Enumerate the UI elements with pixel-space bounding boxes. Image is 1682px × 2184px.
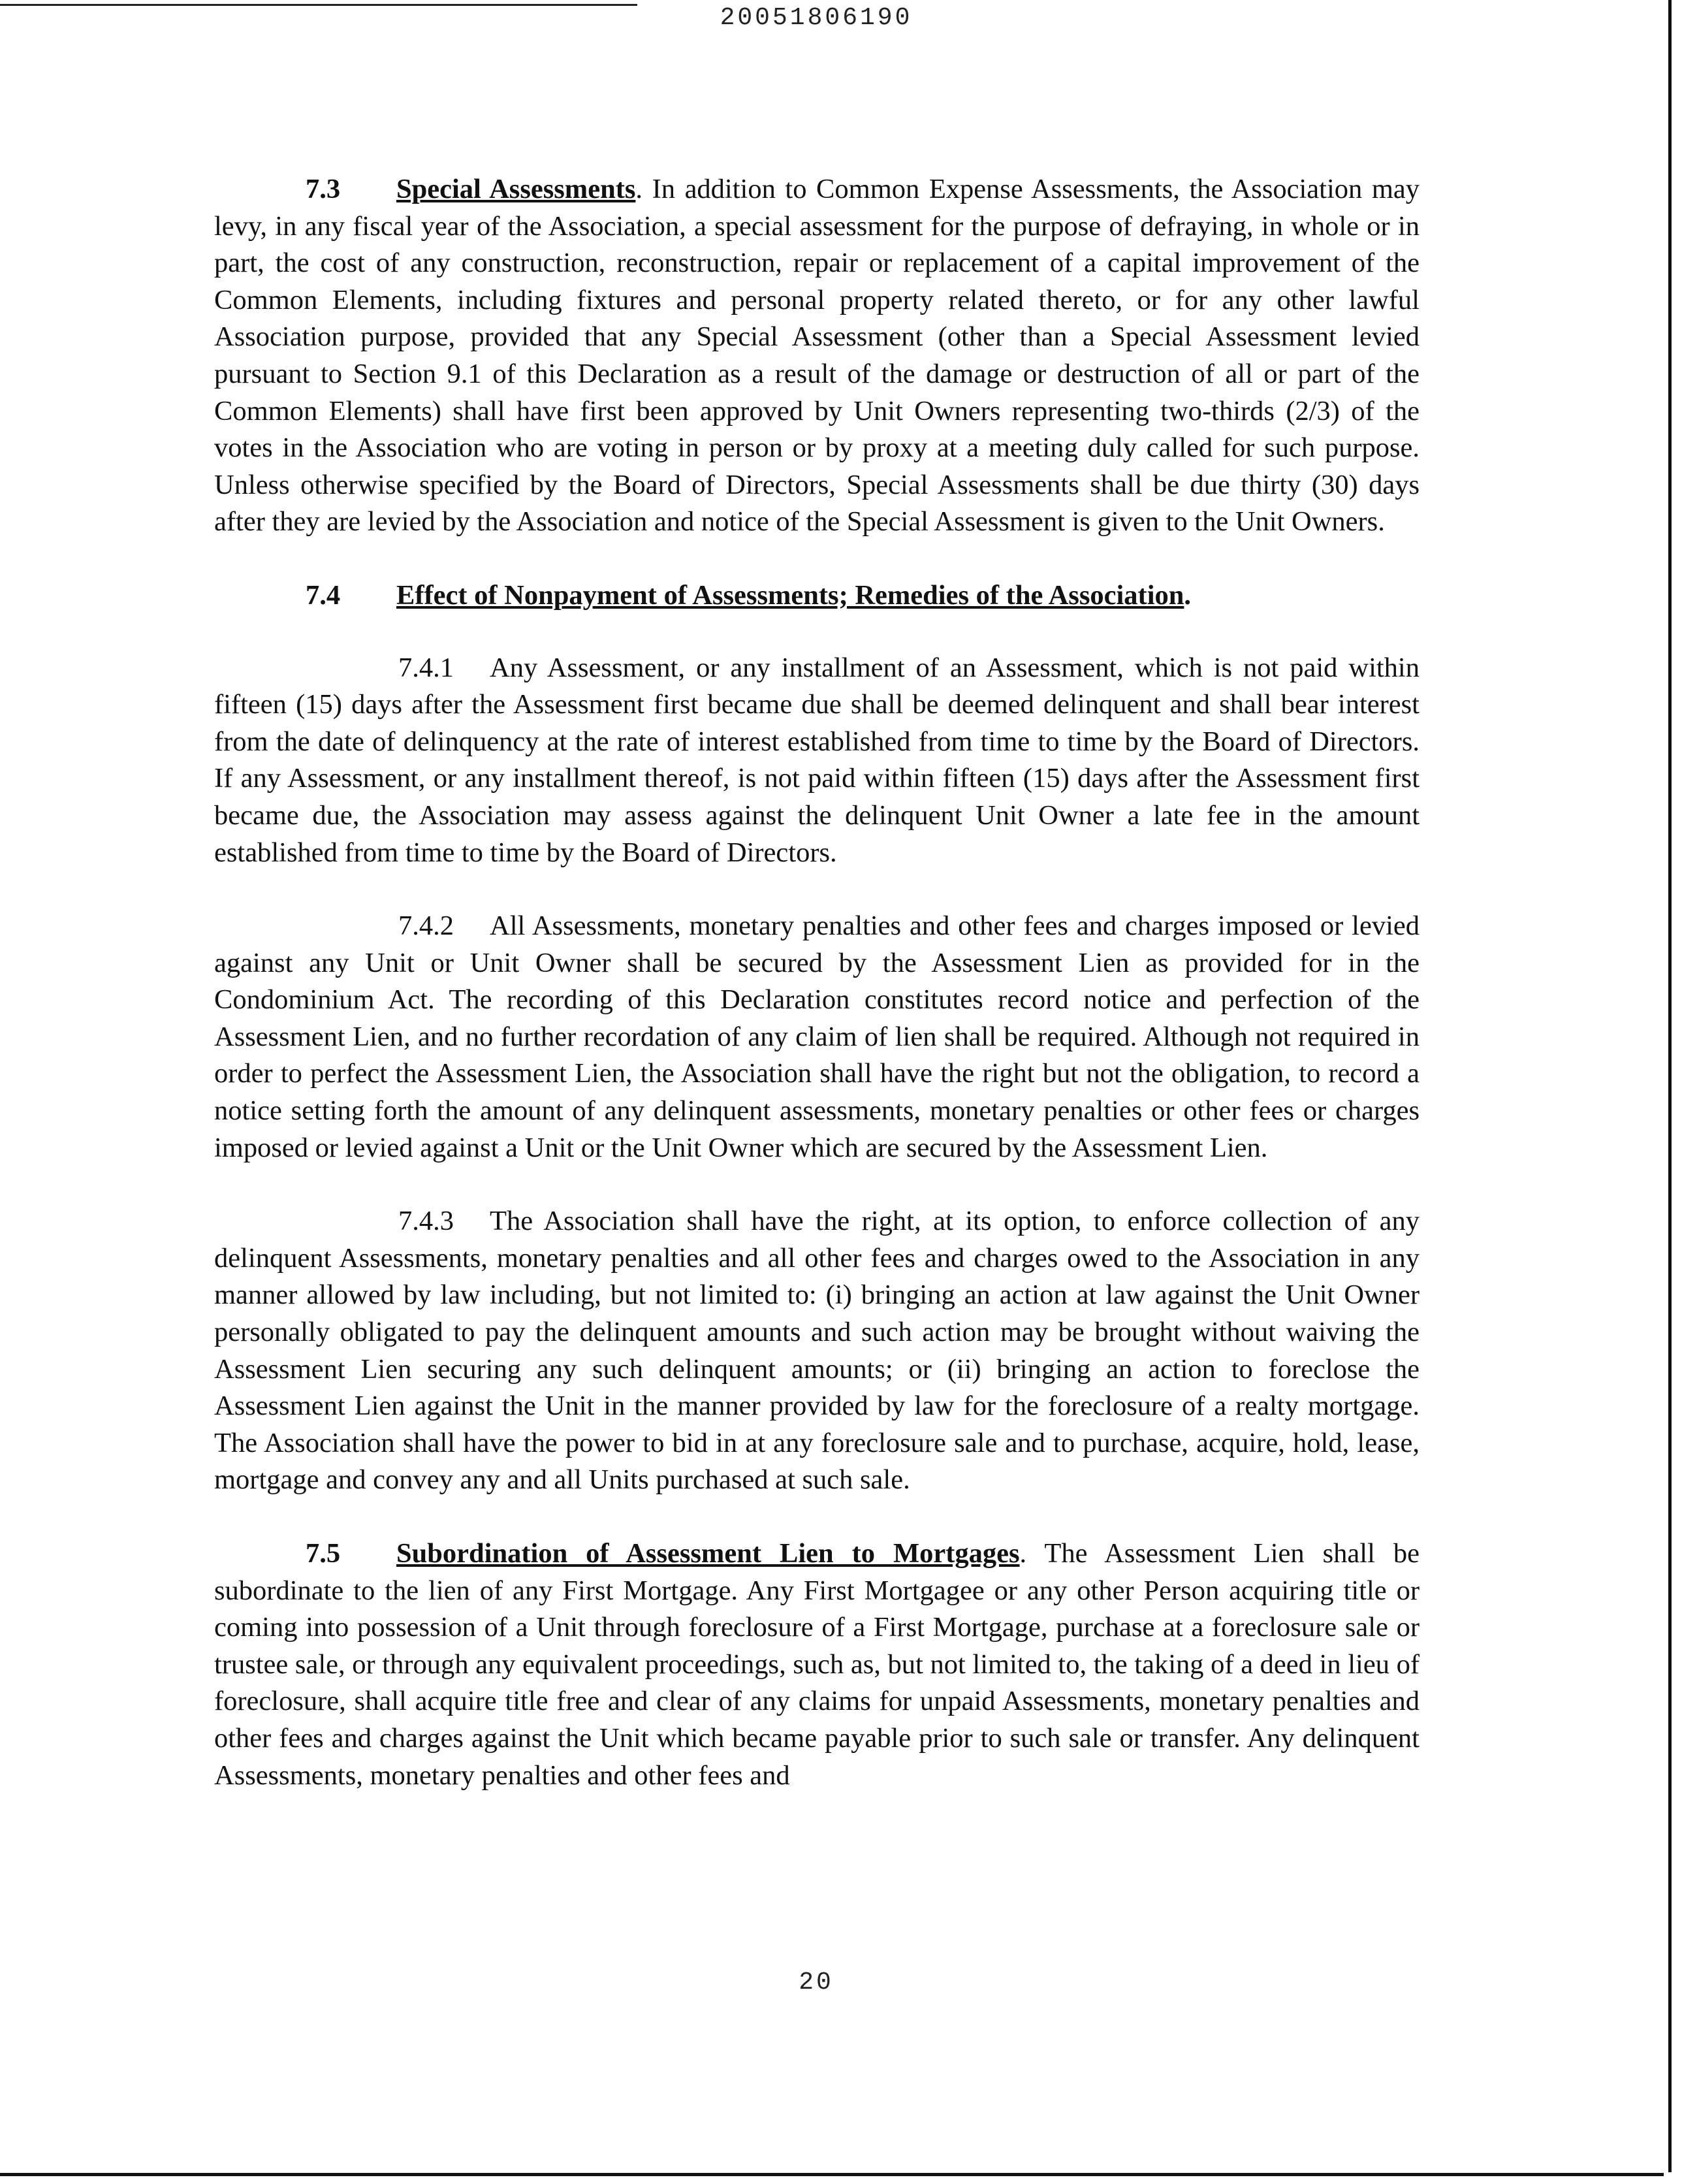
subsection-text: All Assessments, monetary penalties and other fees and charges imposed or levied against any Unit or Unit Owner shall be secured by the Assessment Lien as provided for in the Condominium Act. The recording of this Declaration constitutes record notice and perfection of the Assessment Lien, and no further recordation of any claim of lien shall be required. Although not required in order to perfect the Assessment Lien, the Association shall have the right but not the obligation, to record a notice setting forth the amount of any delinquent assessments, monetary penalties or other fees or charges imposed or levied against a Unit or the Unit Owner which are secured by the Assessment Lien. [214,910,1420,1163]
right-border-line [1668,0,1672,2172]
section-text: The Assessment Lien shall be subordinate to the lien of any First Mortgage. Any First Mortgagee or any other Person acquiring title or coming into possession of a Unit through foreclosure of a First Mortgage, purchase at a foreclosure sale or trustee sale, or through any equivalent proceedings, such as, but not limited to, the taking of a deed in lieu of foreclosure, shall acquire title free and clear of any claims for unpaid Assessments, monetary penalties and other fees and charges against the Unit which became payable prior to such sale or transfer. Any delinquent Assessments, monetary penalties and other fees and [214,1538,1420,1791]
page-number: 20 [799,1968,834,1997]
heading-punctuation: . [635,174,643,204]
section-7-5 [214,1535,1420,1794]
subsection-number: 7.4.2 [398,910,454,942]
section-heading: Special Assessments [396,174,636,204]
document-body [214,171,1420,1831]
heading-punctuation: . [1019,1538,1027,1569]
section-number: 7.5 [306,1538,341,1569]
subsection-7-4-3 [214,1203,1420,1499]
section-heading: Effect of Nonpayment of Assessments; Remedies of the Association [396,579,1184,611]
section-number: 7.4 [306,579,341,611]
subsection-7-4-2 [214,908,1420,1166]
section-heading: Subordination of Assessment Lien to Mortgages [396,1538,1020,1569]
subsection-text: The Association shall have the right, at its option, to enforce collection of any delinquent Assessments, monetary penalties and all other fees and charges owed to the Association in any manner allowed by law including, but not limited to: (i) bringing an action at law against the Unit Owner personally obligated to pay the delinquent amounts and such action may be brought without waiving the Assessment Lien securing any such delinquent amounts; or (ii) bringing an action to foreclose the Assessment Lien against the Unit in the manner provided by law for the foreclosure of a realty mortgage. The Association shall have the power to bid in at any foreclosure sale and to purchase, acquire, hold, lease, mortgage and convey any and all Units purchased at such sale. [214,1206,1420,1496]
bottom-border-line [0,2173,1664,2176]
section-7-4-heading [214,577,1420,615]
subsection-7-4-1 [214,650,1420,872]
section-number: 7.3 [306,174,341,204]
document-recording-number: 20051806190 [720,4,913,32]
subsection-number: 7.4.1 [398,652,454,683]
section-7-3 [214,171,1420,541]
subsection-text: Any Assessment, or any installment of an Assessment, which is not paid within fifteen (15) days after the Assessment first became due shall be deemed delinquent and shall bear interest from the date of delinquency at the rate of interest established from time to time by the Board of Directors. If any Assessment, or any installment thereof, is not paid within fifteen (15) days after the Assessment first became due, the Association may assess against the delinquent Unit Owner a late fee in the amount established from time to time by the Board of Directors. [214,652,1420,868]
heading-punctuation: . [1184,579,1192,611]
section-text: In addition to Common Expense Assessments, the Association may levy, in any fiscal year of the Association, a special assessment for the purpose of defraying, in whole or in part, the cost of any construction, reconstruction, repair or replacement of a capital improvement of the Common Elements, including fixtures and personal property related thereto, or for any other lawful Association purpose, provided that any Special Assessment (other than a Special Assessment levied pursuant to Section 9.1 of this Declaration as a result of the damage or destruction of all or part of the Common Elements) shall have first been approved by Unit Owners representing two-thirds (2/3) of the votes in the Association who are voting in person or by proxy at a meeting duly called for such purpose. Unless otherwise specified by the Board of Directors, Special Assessments shall be due thirty (30) days after they are levied by the Association and notice of the Special Assessment is given to the Unit Owners. [214,174,1420,538]
subsection-number: 7.4.3 [398,1206,454,1237]
